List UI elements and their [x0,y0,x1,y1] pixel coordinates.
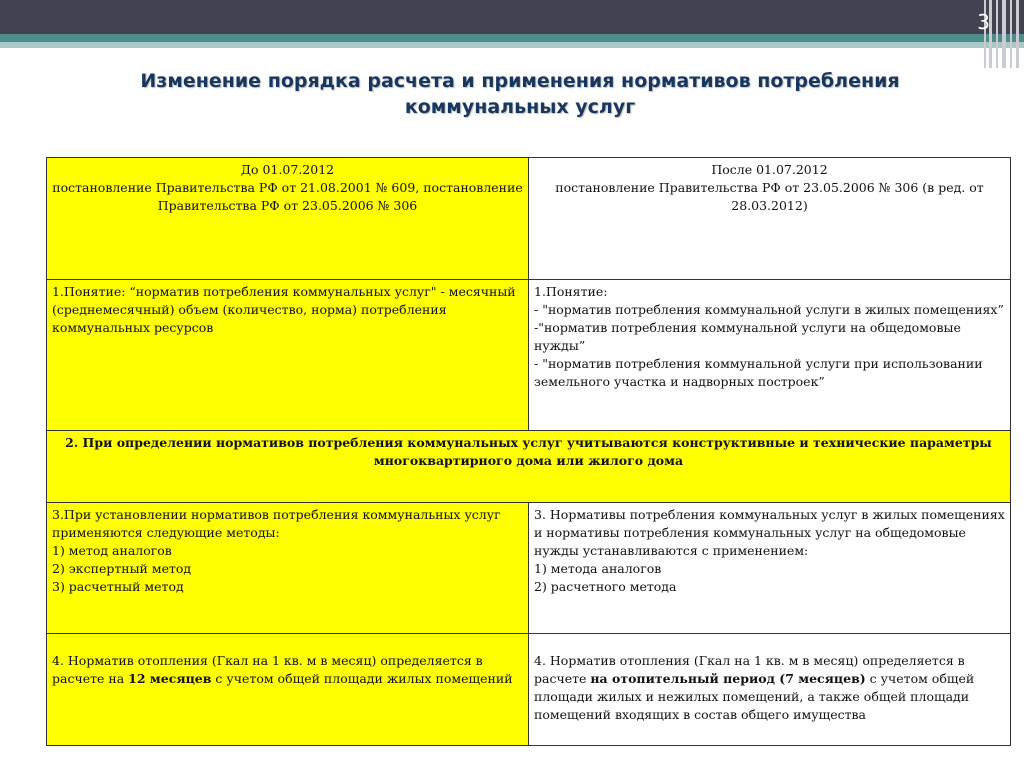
row3-after-line: 3. Нормативы потребления коммунальных услуг в жилых помещениях и нормативы потребления коммунальных услуг на общедомовые нужды устанавливаются с применением: [534,507,1005,558]
row1-before: 1.Понятие: “норматив потребления коммунальных услуг" - месячный (среднемесячный) объем (количество, норма) потребления коммунальных ресурсов [47,280,529,431]
row3-after-line: 2) расчетного метода [534,579,677,594]
header-after-date: После 01.07.2012 [711,162,828,177]
row4-after-bold: на отопительный период (7 месяцев) [590,671,866,686]
row4-after [529,634,1011,746]
row3-before-line: 3.При установлении нормативов потребления коммунальных услуг применяются следующие методы: [52,507,501,540]
row4-before-text-end: с учетом общей площади жилых помещений [211,671,513,686]
top-bar [0,0,1024,34]
header-after-text: постановление Правительства РФ от 23.05.2006 № 306 (в ред. от 28.03.2012) [555,180,984,213]
page-number: 3 [977,10,990,34]
row3-after [529,503,1011,634]
row4-before-text-start: 4. Норматив отопления (Гкал на 1 кв. м в месяц) определяется в расчете на [52,653,483,686]
row1-after-line: - "норматив потребления коммунальной услуги в жилых помещениях” [534,302,1004,317]
header-after [529,158,1011,280]
title-line-2: коммунальных услуг [404,96,636,118]
row3-before [47,503,529,634]
top-light-bar [0,42,1024,48]
row3-before-line: 2) экспертный метод [52,561,192,576]
row1-after-line: -"норматив потребления коммунальной услуги на общедомовые нужды” [534,320,961,353]
slide-title [60,68,980,120]
row1-after [529,280,1011,431]
row1-after-line: 1.Понятие: [534,284,608,299]
row4-after-text-start: 4. Норматив отопления (Гкал на 1 кв. м в месяц) определяется в расчете [534,653,965,686]
table-row-concept [47,280,1011,431]
row2-merged: 2. При определении нормативов потребления коммунальных услуг учитываются конструктивные и технические параметры многоквартирного дома или жилого дома [47,431,1011,503]
row3-before-line: 1) метод аналогов [52,543,172,558]
row1-after-line: - "норматив потребления коммунальной услуги при использовании земельного участка и надворных построек” [534,356,983,389]
table-row-parameters [47,431,1011,503]
decorative-stripes [984,0,1024,68]
header-before-text: постановление Правительства РФ от 21.08.2001 № 609, постановление Правительства РФ от 23.05.2006 № 306 [52,180,523,213]
header-before-date: До 01.07.2012 [240,162,335,177]
row4-before [47,634,529,746]
header-before [47,158,529,280]
title-line-1: Изменение порядка расчета и применения нормативов потребления [140,70,900,92]
table-row-methods [47,503,1011,634]
row4-after-text-end: с учетом общей площади жилых и нежилых помещений, а также общей площади помещений входящих в состав общего имущества [534,671,975,722]
row3-after-line: 1) метода аналогов [534,561,662,576]
comparison-table [46,157,1011,746]
table-header-row [47,158,1011,280]
row4-before-bold: 12 месяцев [128,671,212,686]
table-row-heating [47,634,1011,746]
top-accent-bar [0,34,1024,42]
row3-before-line: 3) расчетный метод [52,579,184,594]
